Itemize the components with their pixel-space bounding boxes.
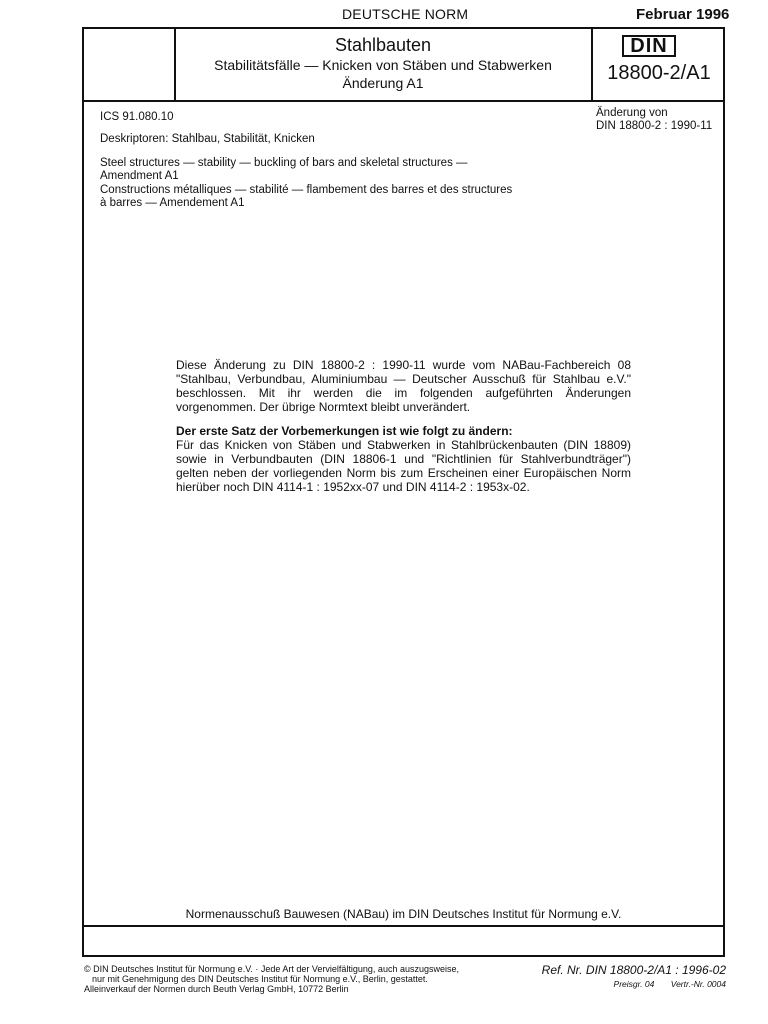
title-block [176, 34, 590, 92]
title-english: Steel structures — stability — buckling of bars and skeletal structures — Amendment A1 [100, 157, 468, 182]
copyright-line-2: nur mit Genehmigung des DIN Deutsches Institut für Normung e.V., Berlin, gestattet. [92, 974, 428, 984]
copyright-line-1: © DIN Deutsches Institut für Normung e.V. · Jede Art der Vervielfältigung, auch auszugsweise, [84, 964, 459, 974]
title-french: Constructions métalliques — stabilité — flambement des barres et des structures à barres — Amendement A1 [100, 184, 513, 209]
copyright-notice [84, 964, 524, 994]
document-title: Stahlbauten [334, 35, 432, 55]
intro-paragraph: Diese Änderung zu DIN 18800-2 : 1990-11 wurde vom NABau-Fachbereich 08 "Stahlbau, Verbundbau, Aluminiumbau — Deutscher Ausschuß für Stahlbau e.V." beschlossen. Mit ihr werden die im folgenden aufgeführten Änderungen vorgenommen. Der übrige Normtext bleibt unverändert. [176, 358, 631, 414]
ics-code: ICS 91.080.10 [100, 111, 174, 123]
din-logo: DIN [622, 35, 676, 57]
amendment-paragraph: Für das Knicken von Stäben und Stabwerken in Stahlbrückenbauten (DIN 18809) sowie in Verbundbauten (DIN 18806-1 und "Richtlinien für Stahlverbundträger") gelten neben der vorliegenden Norm bis zum Erscheinen einer Europäischen Norm hierüber noch DIN 4114-1 : 1952xx-07 und DIN 4114-2 : 1953x-02. [176, 438, 631, 494]
price-group: Preisgr. 04 [613, 979, 655, 989]
amendment-of-value: DIN 18800-2 : 1990-11 [596, 120, 713, 132]
copyright-line-3: Alleinverkauf der Normen durch Beuth Verlag GmbH, 10772 Berlin [84, 984, 349, 994]
amendment-of [596, 107, 720, 133]
price-info [540, 979, 726, 989]
reference-number: Ref. Nr. DIN 18800-2/A1 : 1996-02 [541, 963, 726, 977]
standard-number: 18800-2/A1 [607, 62, 711, 84]
header-column-divider-right [591, 27, 593, 101]
header-divider [82, 100, 725, 102]
series-label: DEUTSCHE NORM [342, 6, 469, 22]
footer-divider [82, 925, 725, 927]
body-text [176, 358, 631, 504]
descriptors: Deskriptoren: Stahlbau, Stabilität, Knicken [100, 133, 315, 145]
document-amendment: Änderung A1 [342, 75, 424, 91]
publication-date: Februar 1996 [636, 6, 730, 23]
sales-number: Vertr.-Nr. 0004 [670, 979, 726, 989]
document-subtitle: Stabilitätsfälle — Knicken von Stäben und Stabwerken [214, 57, 552, 73]
amendment-of-label: Änderung von [596, 107, 668, 119]
section-heading: Der erste Satz der Vorbemerkungen ist wie folgt zu ändern: [176, 424, 513, 438]
committee-line: Normenausschuß Bauwesen (NABau) im DIN Deutsches Institut für Normung e.V. [185, 907, 622, 921]
